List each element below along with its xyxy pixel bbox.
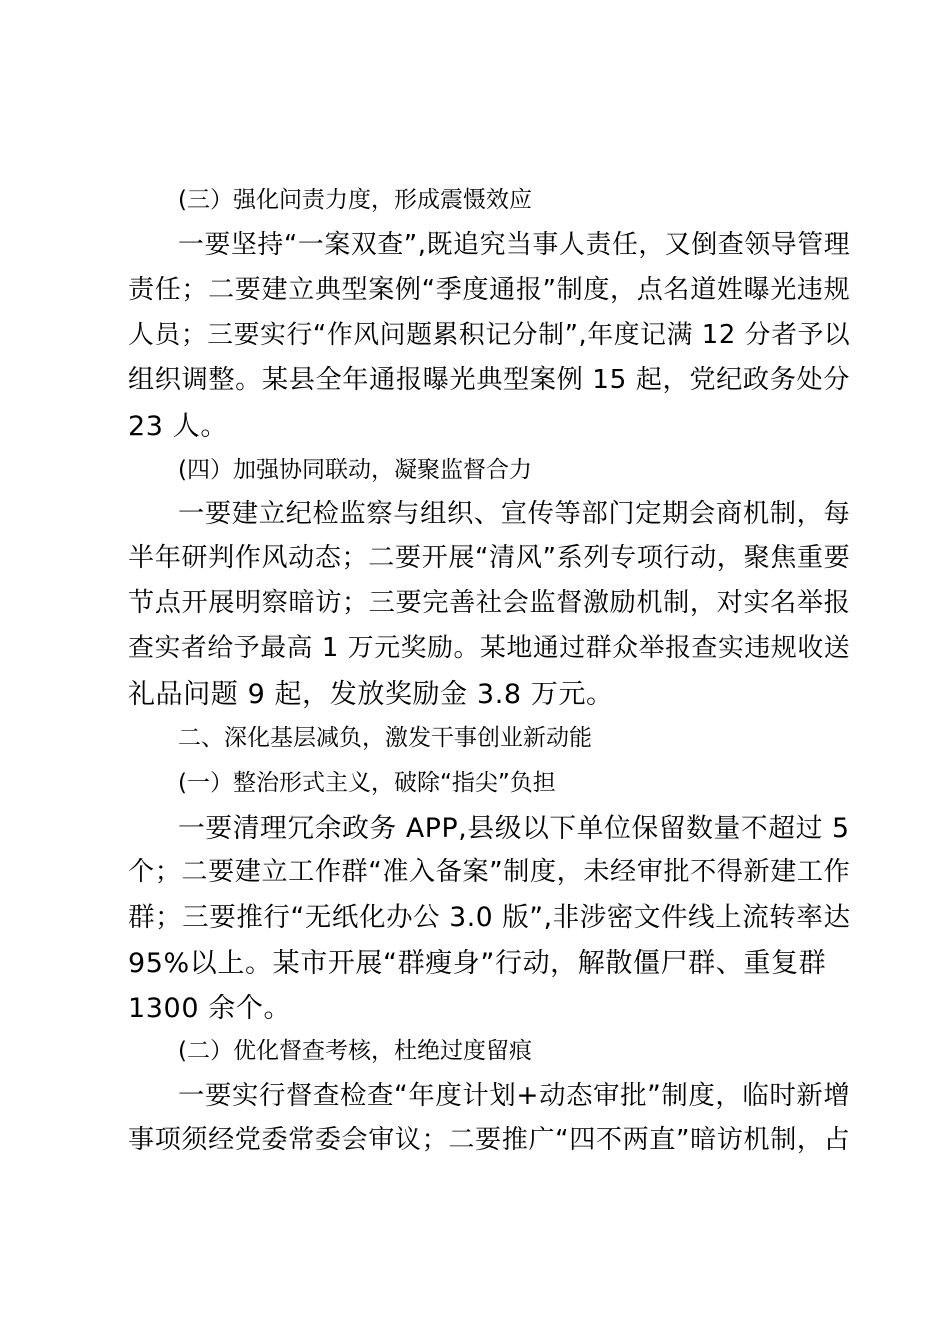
- paragraph-line: 节点开展明察暗访；三要完善社会监督激励机制，对实名举报: [128, 588, 851, 618]
- paragraph-line: 一要实行督查检查“年度计划+动态审批”制度，临时新增: [178, 1080, 851, 1111]
- part-heading-2: 二、深化基层减负，激发干事创业新动能: [178, 725, 592, 751]
- section-heading-3: (三）强化问责力度，形成震慑效应: [178, 187, 532, 213]
- subsection-heading-2: (二）优化督查考核，杜绝过度留痕: [178, 1038, 532, 1064]
- paragraph-line: 1300 余个。: [128, 993, 292, 1024]
- paragraph-line: 一要清理冗余政务 APP,县级以下单位保留数量不超过 5: [178, 813, 850, 844]
- section-heading-4: (四）加强协同联动，凝聚监督合力: [178, 457, 532, 483]
- paragraph-line: 责任；二要建立典型案例“季度通报”制度，点名道姓曝光违规: [128, 275, 851, 305]
- paragraph-line: 组织调整。某县全年通报曝光典型案例 15 起，党纪政务处分: [128, 365, 851, 395]
- paragraph-line: 群；三要推行“无纸化办公 3.0 版”,非涉密文件线上流转率达: [128, 902, 851, 933]
- paragraph-line: 查实者给予最高 1 万元奖励。某地通过群众举报查实违规收送: [128, 633, 851, 663]
- paragraph-line: 23 人。: [128, 411, 228, 442]
- paragraph-line: 人员；三要实行“作风问题累积记分制”,年度记满 12 分者予以: [128, 320, 851, 350]
- paragraph-line: 事项须经党委常委会审议；二要推广“四不两直”暗访机制，占: [128, 1125, 851, 1155]
- paragraph-line: 一要坚持“一案双查”,既追究当事人责任，又倒查领导管理: [178, 230, 851, 260]
- paragraph-line: 个；二要建立工作群“准入备案”制度，未经审批不得新建工作: [128, 857, 851, 887]
- subsection-heading-1: (一）整治形式主义，破除“指尖”负担: [178, 770, 556, 796]
- paragraph-line: 一要建立纪检监察与组织、宣传等部门定期会商机制，每: [178, 499, 851, 529]
- paragraph-line: 95%以上。某市开展“群瘦身”行动，解散僵尸群、重复群: [128, 948, 827, 979]
- paragraph-line: 半年研判作风动态；二要开展“清风”系列专项行动，聚焦重要: [128, 543, 851, 573]
- paragraph-line: 礼品问题 9 起，发放奖励金 3.8 万元。: [128, 679, 614, 710]
